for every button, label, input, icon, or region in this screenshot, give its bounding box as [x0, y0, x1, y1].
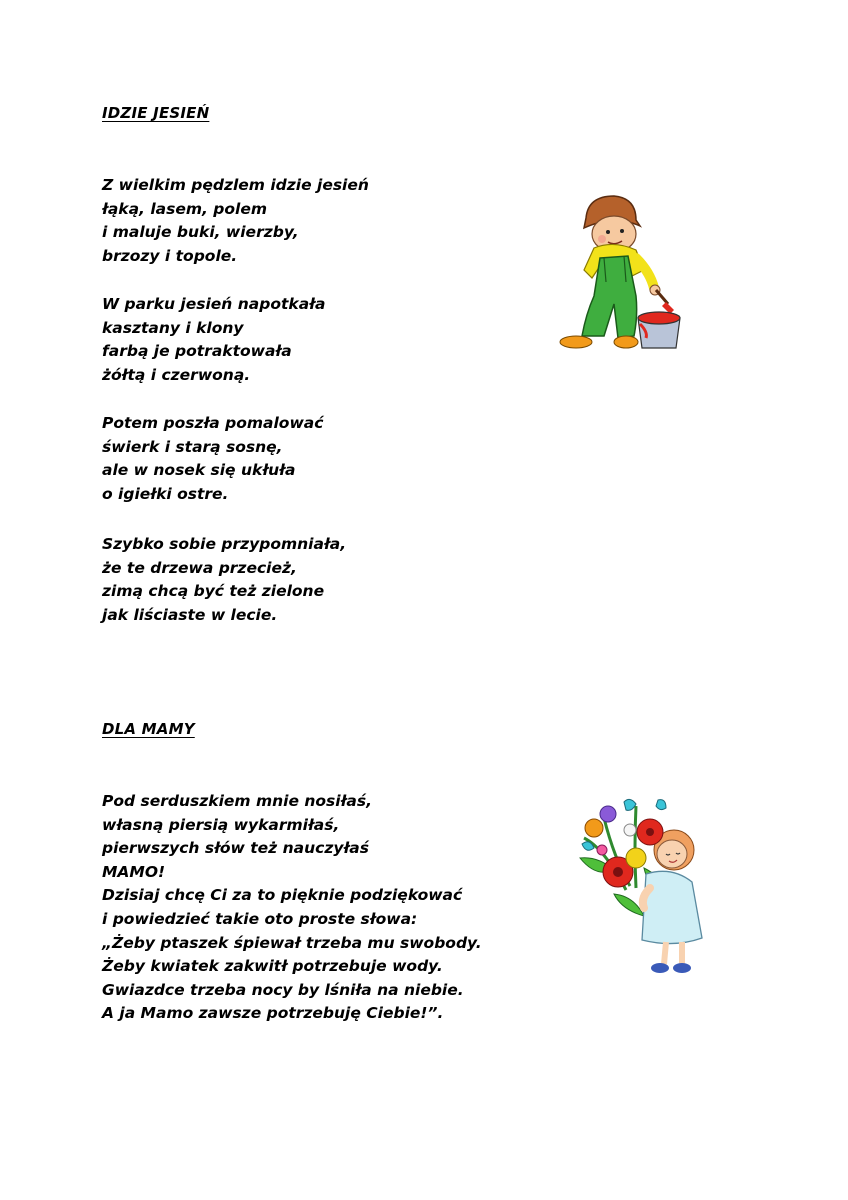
poem-line: świerk i starą sosnę, [102, 437, 283, 456]
poem-line: Żeby kwiatek zakwitł potrzebuje wody. [102, 957, 443, 976]
poem-line: farbą je potraktowała [102, 342, 292, 361]
poem-line: żółtą i czerwoną. [102, 365, 251, 384]
poem1-stanza-3 [102, 412, 323, 506]
poem-line: Potem poszła pomalować [102, 414, 324, 432]
poem-line: własną piersią wykarmiłaś, [102, 815, 340, 834]
poem-line: że te drzewa przecież, [102, 558, 297, 577]
poem-line: i powiedzieć takie oto proste słowa: [102, 909, 418, 928]
poem-title-idzie-jesien: IDZIE JESIEŃ [102, 104, 210, 122]
poem-line: zimą chcą być też zielone [102, 582, 325, 601]
poem-line: Gwiazdce trzeba nocy by lśniła na niebie. [102, 980, 464, 999]
poem1-stanza-2 [102, 293, 325, 387]
poem-line: Z wielkim pędzlem idzie jesień [102, 176, 369, 194]
poem-line: „Żeby ptaszek śpiewał trzeba mu swobody. [102, 933, 482, 952]
poem-line: pierwszych słów też nauczyłaś [102, 839, 369, 858]
poem-line: Pod serduszkiem mnie nosiłaś, [102, 792, 372, 810]
poem-line: W parku jesień napotkała [102, 295, 326, 313]
poem-line: jak liściaste w lecie. [102, 605, 278, 624]
poem-line: A ja Mamo zawsze potrzebuję Ciebie!”. [102, 1004, 444, 1023]
poem-line: i maluje buki, wierzby, [102, 223, 299, 242]
boy-painter-illustration [556, 186, 696, 354]
poem-line: łąką, lasem, polem [102, 199, 267, 218]
poem1-stanza-4 [102, 533, 346, 627]
poem2-stanza-1 [102, 790, 482, 1026]
poem-line: Szybko sobie przypomniała, [102, 535, 347, 553]
poem-line: MAMO! [102, 862, 166, 881]
poem-line: kasztany i klony [102, 318, 244, 337]
poem-line: o igiełki ostre. [102, 484, 229, 503]
poem-line: brzozy i topole. [102, 246, 238, 265]
poem-title-dla-mamy: DLA MAMY [102, 720, 195, 738]
poem-line: ale w nosek się ukłuła [102, 461, 296, 480]
girl-with-flowers-illustration [574, 798, 706, 978]
poem-line: Dzisiaj chcę Ci za to pięknie podziękować [102, 886, 463, 905]
poem1-stanza-1 [102, 174, 369, 268]
